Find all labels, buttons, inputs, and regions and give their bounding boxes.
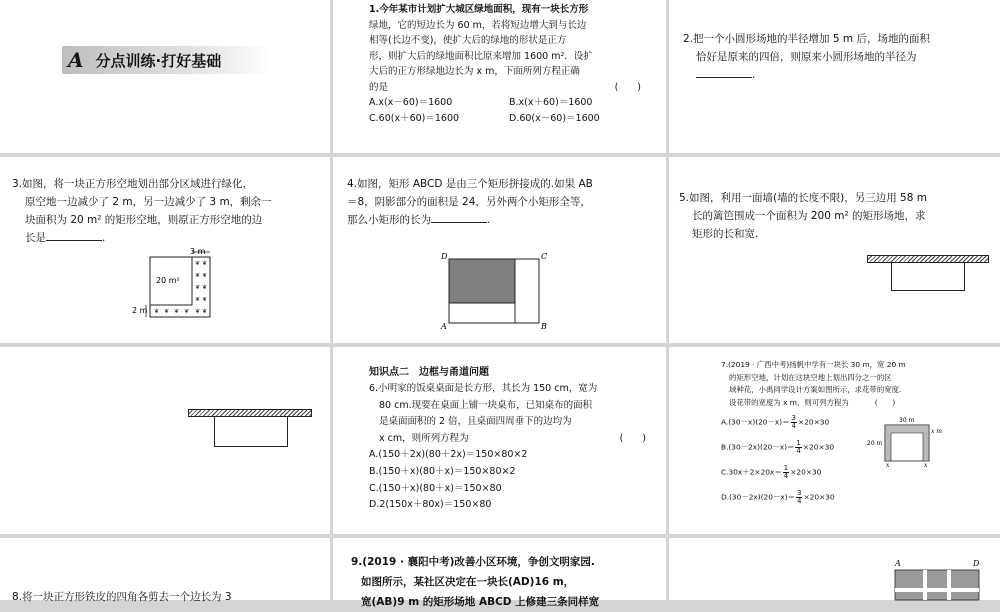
section-letter: A [68, 48, 84, 72]
q8-line: 8.将一块正方形铁皮的四角各剪去一个边长为 3 [12, 591, 232, 603]
q5-fence [891, 263, 965, 291]
q2-tail: . [752, 69, 756, 81]
q4-tail: . [487, 214, 491, 226]
cell-q1 [333, 0, 666, 153]
cell-section-header [0, 0, 330, 153]
q7-option-a-post: ×20×30 [798, 417, 830, 427]
q3-figure [120, 245, 220, 335]
q3-line: 原空地一边减少了 2 m，另一边减少了 3 m，剩余一 [25, 196, 272, 208]
q6-line: x cm，则所列方程为 [379, 432, 469, 444]
cell-q9 [333, 538, 666, 608]
q7-fig-xm: x m [931, 428, 942, 435]
q1-line: 形，则扩大后的绿地面积比原来增加 1600 m²．设扩 [369, 50, 593, 62]
q7-fig-x-left: x [886, 462, 890, 469]
q7-option-d-pre: D.(30－2x)(20－x)＝ [721, 492, 796, 502]
svg-text:❦: ❦ [202, 296, 208, 303]
q7-option-c-pre: C.30x＋2×20x＝ [721, 467, 782, 477]
q3-line: 3.如图，将一块正方形空地划出部分区域进行绿化， [12, 178, 254, 190]
svg-text:❦: ❦ [202, 272, 208, 279]
q4-label-b: B [541, 322, 547, 331]
svg-text:❦: ❦ [174, 308, 180, 315]
q5-line: 5.如图，利用一面墙(墙的长度不限)，另三边用 58 m [679, 192, 927, 204]
q5-wall [867, 255, 989, 263]
q9-line: 如图所示，某社区决定在一块长(AD)16 m， [361, 576, 575, 588]
svg-text:❦: ❦ [195, 272, 201, 279]
cell-q3 [0, 157, 330, 343]
q1-option-d: D.60(x－60)＝1600 [509, 112, 600, 124]
q1-answer-paren: ( ) [614, 81, 641, 93]
q7-fig-x-right: x [924, 462, 928, 469]
q7-line: 7.(2019 · 广西中考)扬帆中学有一块长 30 m，宽 20 m [721, 360, 906, 369]
question-5 [679, 189, 995, 243]
q7-option-b-post: ×20×30 [802, 442, 835, 452]
q1-line: 相等(长边不变)，使扩大后的绿地的形状是正方 [369, 35, 567, 46]
q3-answer-blank [46, 229, 102, 241]
q7-option-b-pre: B.(30－2x)(20－x)＝ [721, 442, 795, 452]
svg-text:❦: ❦ [202, 260, 208, 267]
question-1 [369, 2, 649, 126]
q9-line: 宽(AB)9 m 的矩形场地 ABCD 上修建三条同样宽 [361, 596, 600, 608]
section-banner [62, 46, 272, 74]
q7-line: 域种花，小禹同学设计方案如图所示，求花带的宽度. [729, 385, 902, 394]
q5-line: 矩形的长和宽. [692, 228, 759, 240]
q7-option-c-post: ×20×30 [790, 467, 822, 477]
svg-text:❦: ❦ [195, 308, 201, 315]
q4-label-a: A [441, 322, 447, 331]
q6-line: 是桌面面积的 2 倍，且桌面四周垂下的边均为 [379, 416, 572, 428]
svg-text:❦: ❦ [195, 296, 201, 303]
svg-text:❦: ❦ [202, 284, 208, 291]
q4-label-d: D [441, 252, 448, 261]
question-6 [369, 381, 654, 514]
question-4 [347, 175, 659, 229]
cell-q4 [333, 157, 666, 343]
q6-line: 6.小明家的饭桌桌面是长方形，其长为 150 cm，宽为 [369, 383, 598, 394]
q3-label-area: 20 m² [156, 276, 180, 285]
q5-wall-repeat [188, 409, 312, 417]
question-7 [721, 359, 991, 505]
q2-answer-blank [696, 66, 752, 78]
q7-option-d-post: ×20×30 [803, 492, 835, 502]
q3-label-3m: 3 m [190, 247, 206, 256]
q6-option-b: B.(150＋x)(80＋x)＝150×80×2 [369, 465, 516, 477]
q1-line: 大后的正方形绿地边长为 x m，下面所列方程正确 [369, 66, 580, 77]
question-8 [12, 588, 324, 606]
question-3 [12, 175, 324, 247]
q4-figure [439, 249, 549, 333]
q9-line: 9.(2019 · 襄阳中考)改善小区环境，争创文明家园. [351, 556, 595, 568]
q6-option-a: A.(150＋2x)(80＋2x)＝150×80×2 [369, 449, 528, 461]
q2-line: 恰好是原来的四倍，则原来小圆形场地的半径为 [696, 51, 917, 63]
q6-answer-paren: ( ) [619, 432, 646, 444]
svg-text:❦: ❦ [202, 308, 208, 315]
q4-label-c: C [541, 252, 548, 261]
q7-option-a-frac: $\frac{3}{4}$ [791, 414, 797, 430]
q6-option-c: C.(150＋x)(80＋x)＝150×80 [369, 482, 502, 494]
q7-fig-30m: 30 m [899, 417, 915, 424]
q4-line: 那么小矩形的长为 [347, 214, 431, 226]
q5-line: 长的篱笆围成一个面积为 200 m² 的矩形场地，求 [692, 210, 926, 222]
q3-tail: . [102, 232, 106, 244]
svg-text:❦: ❦ [184, 308, 190, 315]
question-2 [683, 30, 993, 84]
q6-option-d: D.2(150x＋80x)＝150×80 [369, 499, 492, 511]
q7-option-d-frac: $\frac{3}{4}$ [797, 489, 802, 505]
q7-fig-20m: 20 m [867, 440, 883, 447]
cell-q2 [669, 0, 1000, 153]
q7-option-b-frac: $\frac{1}{4}$ [796, 439, 801, 455]
q4-line: ＝8，阴影部分的面积是 24，另外两个小矩形全等， [347, 196, 591, 208]
svg-text:❦: ❦ [164, 308, 170, 315]
q2-line: 2.把一个小圆形场地的半径增加 5 m 后，场地的面积 [683, 33, 930, 45]
q9-label-a: A [895, 559, 901, 568]
q4-line: 4.如图，矩形 ABCD 是由三个矩形拼接成的.如果 AB [347, 178, 593, 190]
cell-q8 [0, 538, 330, 603]
q1-option-c: C.60(x＋60)＝1600 [369, 112, 460, 124]
section-title: 分点训练·打好基础 [95, 51, 222, 70]
q1-line: 1.今年某市计划扩大城区绿地面积，现有一块长方形 [369, 4, 589, 15]
cell-q5 [669, 157, 1000, 343]
q9-figure [885, 556, 985, 600]
svg-text:❦: ❦ [195, 260, 201, 267]
svg-text:❦: ❦ [154, 308, 160, 315]
q4-shaded-rect [449, 259, 515, 303]
q7-option-c-frac: $\frac{1}{4}$ [783, 464, 789, 480]
q3-label-2m: 2 m [132, 306, 148, 315]
q7-line: 设花带的宽度为 x m，则可列方程为 [729, 397, 849, 407]
question-9 [351, 552, 657, 612]
q7-answer-paren: ( ) [874, 397, 896, 407]
q4-answer-blank [431, 211, 487, 223]
cell-q7 [669, 347, 1000, 534]
q6-line: 80 cm.现要在桌面上铺一块桌布，已知桌布的面积 [379, 399, 593, 411]
cell-q6 [333, 347, 666, 534]
cell-q9-figure [669, 538, 1000, 600]
q1-option-b: B.x(x＋60)＝1600 [509, 97, 593, 108]
knowledge-point-2: 知识点二 边框与甬道问题 [369, 367, 489, 378]
q1-line: 的是 [369, 81, 389, 93]
q5-fence-repeat [214, 417, 288, 447]
q1-option-a: A.x(x－60)＝1600 [369, 97, 453, 108]
q3-line: 长是 [25, 232, 46, 244]
q7-figure [865, 415, 945, 467]
cell-q5-continued [0, 347, 330, 534]
svg-text:❦: ❦ [195, 284, 201, 291]
q7-option-a-pre: A.(30－x)(20－x)＝ [721, 417, 790, 427]
q9-label-d: D [973, 559, 980, 568]
q1-line: 绿地，它的短边长为 60 m，若将短边增大到与长边 [369, 19, 587, 31]
q3-line: 块面积为 20 m² 的矩形空地，则原正方形空地的边 [25, 214, 263, 226]
q7-line: 的矩形空地，计划在这块空地上划出四分之一的区 [729, 372, 892, 382]
